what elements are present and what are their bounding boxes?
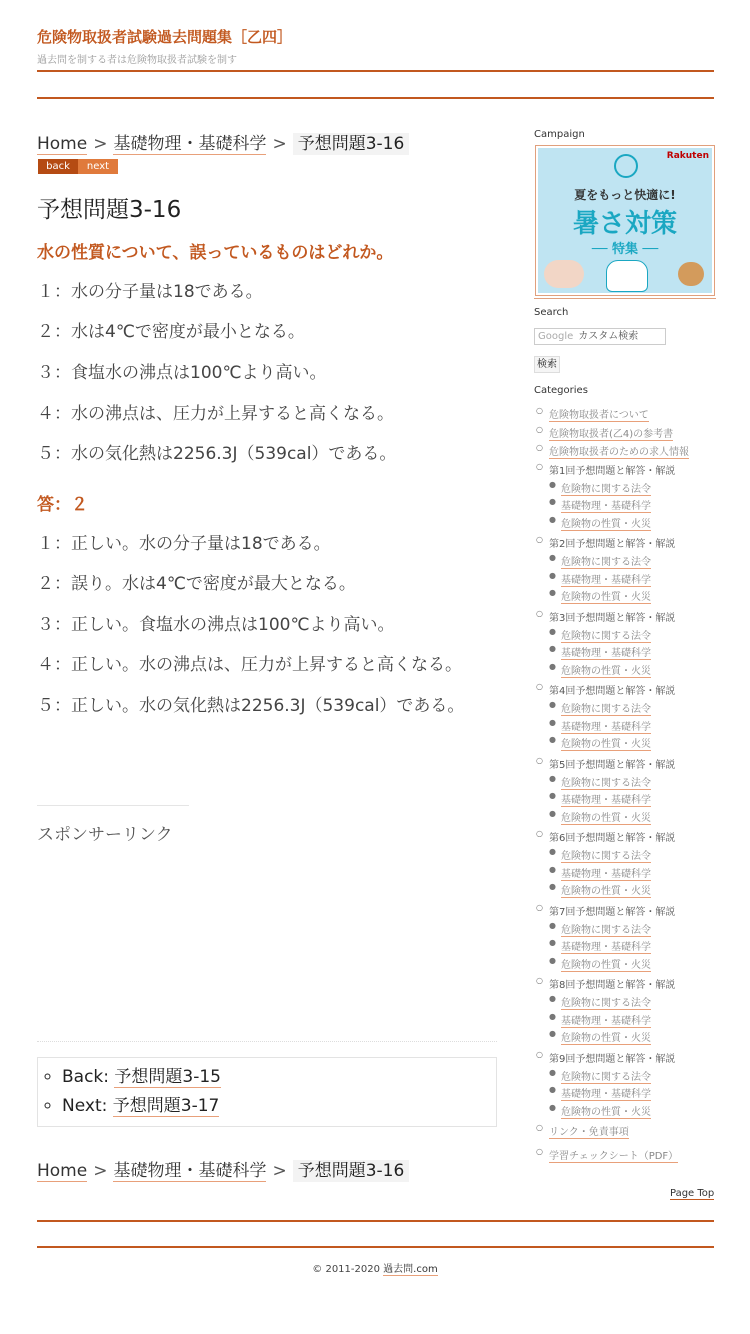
breadcrumb-separator: > xyxy=(93,1161,108,1181)
subcategory-label[interactable]: 基礎物理・基礎科学 xyxy=(561,648,651,659)
bullet-icon: ● xyxy=(549,774,556,783)
breadcrumb-separator: > xyxy=(272,134,287,154)
question-text: 水の性質について、誤っているものはどれか。 xyxy=(37,243,394,263)
search-input[interactable] xyxy=(534,328,666,345)
sponsor-label: スポンサーリンク xyxy=(37,825,173,845)
breadcrumb-home-link[interactable]: Home xyxy=(37,134,88,154)
footer xyxy=(0,1260,750,1275)
bullet-icon: ● xyxy=(549,791,556,800)
subcategory-link xyxy=(549,882,651,897)
bullet-icon: ● xyxy=(549,497,556,506)
subcategory-link xyxy=(549,809,651,824)
subcategory-link xyxy=(549,774,651,789)
search-placeholder: カスタム検索 xyxy=(578,331,639,342)
subcategory-link xyxy=(549,1103,651,1118)
category-label: 第1回予想問題と解答・解説 xyxy=(549,466,676,477)
category-label: 第7回予想問題と解答・解説 xyxy=(549,907,676,918)
subcategory-label[interactable]: 危険物に関する法令 xyxy=(561,925,651,936)
prev-post-link[interactable]: 予想問題3-15 xyxy=(114,1067,221,1087)
category-label: 第4回予想問題と解答・解説 xyxy=(549,686,676,697)
category-link xyxy=(536,1147,679,1162)
explanation-1: １：正しい。水の分子量は18である。 xyxy=(37,534,331,554)
subcategory-link xyxy=(549,1085,651,1100)
choice-4: ４：水の沸点は、圧力が上昇すると高くなる。 xyxy=(37,404,394,424)
subcategory-label[interactable]: 危険物に関する法令 xyxy=(561,484,651,495)
subcategory-label[interactable]: 基礎物理・基礎科学 xyxy=(561,942,651,953)
subcategory-label[interactable]: 危険物に関する法令 xyxy=(561,778,651,789)
google-logo: Google xyxy=(538,331,574,342)
footer-divider-top xyxy=(37,1220,714,1222)
subcategory-link xyxy=(549,1029,651,1044)
bullet-icon: ○ xyxy=(536,443,543,452)
bullet-icon: ○ xyxy=(536,829,543,838)
category-group xyxy=(536,1050,676,1065)
choice-2: ２：水は4℃で密度が最小となる。 xyxy=(37,322,305,342)
bullet-icon: ● xyxy=(549,938,556,947)
subcategory-label[interactable]: 基礎物理・基礎科学 xyxy=(561,869,651,880)
bullet-icon: ○ xyxy=(536,903,543,912)
back-button[interactable]: back xyxy=(38,159,78,174)
subcategory-link xyxy=(549,994,651,1009)
search-heading: Search xyxy=(534,307,569,318)
subcategory-link xyxy=(549,938,651,953)
bullet-icon: ● xyxy=(549,956,556,965)
breadcrumb-current: 予想問題3-16 xyxy=(293,133,410,155)
subcategory-link xyxy=(549,644,651,659)
breadcrumb-bottom xyxy=(37,1156,409,1181)
campaign-banner[interactable] xyxy=(535,145,715,296)
subcategory-link xyxy=(549,627,651,642)
next-post-link[interactable]: 予想問題3-17 xyxy=(112,1096,220,1116)
bullet-icon: ○ xyxy=(536,1123,543,1132)
subcategory-label[interactable]: 危険物に関する法令 xyxy=(561,704,651,715)
explanation-2: ２：誤り。水は4℃で密度が最大となる。 xyxy=(37,574,356,594)
categories-heading: Categories xyxy=(534,385,588,396)
subcategory-link xyxy=(549,480,651,495)
explanation-4: ４：正しい。水の沸点は、圧力が上昇すると高くなる。 xyxy=(37,655,462,675)
bullet-icon: ● xyxy=(549,588,556,597)
banner-title: 暑さ対策 xyxy=(572,209,677,239)
bullet-icon: ● xyxy=(549,662,556,671)
category-group xyxy=(536,829,676,844)
polar-bear-icon xyxy=(606,260,648,292)
subcategory-label[interactable]: 危険物に関する法令 xyxy=(561,1072,651,1083)
category-label[interactable]: リンク・免責事項 xyxy=(549,1127,629,1138)
subcategory-label[interactable]: 危険物に関する法令 xyxy=(561,557,651,568)
dog-image xyxy=(678,262,704,286)
subcategory-label[interactable]: 基礎物理・基礎科学 xyxy=(561,795,651,806)
bullet-icon: ● xyxy=(549,1012,556,1021)
breadcrumb-category-link[interactable]: 基礎物理・基礎科学 xyxy=(113,134,267,154)
subcategory-label[interactable]: 基礎物理・基礎科学 xyxy=(561,1089,651,1100)
choice-3: ３：食塩水の沸点は100℃より高い。 xyxy=(37,363,327,383)
subcategory-label[interactable]: 危険物の性質・火災 xyxy=(561,519,651,530)
sun-icon xyxy=(614,154,638,178)
choice-1: １：水の分子量は18である。 xyxy=(37,282,263,302)
bullet-icon: ○ xyxy=(536,1050,543,1059)
breadcrumb-current: 予想問題3-16 xyxy=(293,1160,410,1182)
bullet-icon: ● xyxy=(549,809,556,818)
category-label: 第8回予想問題と解答・解説 xyxy=(549,980,676,991)
breadcrumb-separator: > xyxy=(272,1161,287,1181)
category-label[interactable]: 危険物取扱者について xyxy=(549,410,649,421)
subcategory-label[interactable]: 基礎物理・基礎科学 xyxy=(561,575,651,586)
bullet-icon: ● xyxy=(549,735,556,744)
category-link xyxy=(536,425,674,440)
footer-site-link[interactable]: 過去問.com xyxy=(383,1264,438,1275)
answer-text: 答：２ xyxy=(37,495,88,515)
subcategory-link xyxy=(549,921,651,936)
category-link xyxy=(536,406,649,421)
bullet-icon: ○ xyxy=(536,406,543,415)
category-label[interactable]: 危険物取扱者(乙4)の参考書 xyxy=(549,429,674,440)
subcategory-link xyxy=(549,735,651,750)
subcategory-label[interactable]: 基礎物理・基礎科学 xyxy=(561,722,651,733)
nav-divider xyxy=(37,97,714,99)
subcategory-label[interactable]: 基礎物理・基礎科学 xyxy=(561,1016,651,1027)
subcategory-label[interactable]: 危険物に関する法令 xyxy=(561,998,651,1009)
subcategory-label[interactable]: 危険物に関する法令 xyxy=(561,851,651,862)
subcategory-label[interactable]: 危険物の性質・火災 xyxy=(561,592,651,603)
bullet-icon: ● xyxy=(549,865,556,874)
explanation-5: ５：正しい。水の気化熱は2256.3J（539cal）である。 xyxy=(37,696,465,716)
category-group xyxy=(536,682,676,697)
choice-5: ５：水の気化熱は2256.3J（539cal）である。 xyxy=(37,444,397,464)
next-post-label: Next: xyxy=(62,1096,108,1116)
subcategory-label[interactable]: 危険物の性質・火災 xyxy=(561,813,651,824)
bullet-icon: ○ xyxy=(536,976,543,985)
category-label: 第3回予想問題と解答・解説 xyxy=(549,613,676,624)
bullet-icon: ● xyxy=(549,1103,556,1112)
bullet-icon: ● xyxy=(549,921,556,930)
bullet-icon: ● xyxy=(549,718,556,727)
subcategory-link xyxy=(549,571,651,586)
prev-post-label: Back: xyxy=(62,1067,109,1087)
bullet-icon: ● xyxy=(549,700,556,709)
bullet-icon: ○ xyxy=(536,462,543,471)
bullet-icon: ● xyxy=(549,1085,556,1094)
bullet-icon: ● xyxy=(549,1029,556,1038)
subcategory-link xyxy=(549,662,651,677)
breadcrumb-home-link[interactable]: Home xyxy=(37,1161,88,1181)
subcategory-label[interactable]: 危険物の性質・火災 xyxy=(561,739,651,750)
subcategory-label[interactable]: 危険物の性質・火災 xyxy=(561,666,651,677)
category-link xyxy=(536,443,689,458)
category-label: 第2回予想問題と解答・解説 xyxy=(549,539,676,550)
breadcrumb-separator: > xyxy=(93,134,108,154)
copyright-text: © 2011-2020 xyxy=(312,1264,380,1275)
bullet-icon: ○ xyxy=(536,609,543,618)
campaign-divider xyxy=(534,298,716,299)
subcategory-link xyxy=(549,515,651,530)
bullet-icon: ○ xyxy=(536,682,543,691)
subcategory-link xyxy=(549,588,651,603)
bullet-icon: ○ xyxy=(536,425,543,434)
next-button[interactable]: next xyxy=(78,159,118,174)
category-group xyxy=(536,609,676,624)
category-link xyxy=(536,1123,629,1138)
footer-divider-bottom xyxy=(37,1246,714,1248)
subcategory-link xyxy=(549,956,651,971)
category-label: 第9回予想問題と解答・解説 xyxy=(549,1054,676,1065)
subcategory-label[interactable]: 危険物の性質・火災 xyxy=(561,960,651,971)
subcategory-label[interactable]: 危険物の性質・火災 xyxy=(561,1107,651,1118)
bullet-icon: ● xyxy=(549,882,556,891)
site-title[interactable]: 危険物取扱者試験過去問題集［乙四］ xyxy=(37,28,293,46)
bullet-icon: ● xyxy=(549,480,556,489)
bullet-icon: ● xyxy=(549,571,556,580)
category-group xyxy=(536,903,676,918)
post-nav-buttons xyxy=(38,159,118,174)
subcategory-link xyxy=(549,497,651,512)
bullet-icon: ● xyxy=(549,644,556,653)
category-label: 第6回予想問題と解答・解説 xyxy=(549,833,676,844)
subcategory-link xyxy=(549,1068,651,1083)
bullet-icon: ● xyxy=(549,515,556,524)
header-divider xyxy=(37,70,714,72)
bullet-icon: ● xyxy=(549,994,556,1003)
subcategory-link xyxy=(549,847,651,862)
site-description: 過去問を制する者は危険物取扱者試験を制す xyxy=(37,55,237,66)
explanation-3: ３：正しい。食塩水の沸点は100℃より高い。 xyxy=(37,615,395,635)
sponsor-divider xyxy=(37,805,189,806)
banner-feature-label: ── 特集 ── xyxy=(591,242,659,257)
page-title: 予想問題3-16 xyxy=(37,197,182,223)
subcategory-link xyxy=(549,553,651,568)
ad-area-divider xyxy=(37,1041,497,1042)
rakuten-logo: Rakuten xyxy=(666,151,709,161)
bullet-icon: ○ xyxy=(536,756,543,765)
campaign-heading: Campaign xyxy=(534,129,585,140)
breadcrumb-category-link[interactable]: 基礎物理・基礎科学 xyxy=(113,1161,267,1181)
banner-subtitle: 夏をもっと快適に! xyxy=(574,188,676,202)
bullet-icon: ● xyxy=(549,627,556,636)
subcategory-link xyxy=(549,1012,651,1027)
prev-post-item xyxy=(62,1063,496,1092)
category-label: 第5回予想問題と解答・解説 xyxy=(549,760,676,771)
woman-image xyxy=(544,260,584,288)
bullet-icon: ● xyxy=(549,847,556,856)
breadcrumb xyxy=(37,129,409,154)
bullet-icon: ○ xyxy=(536,535,543,544)
subcategory-link xyxy=(549,791,651,806)
next-post-item xyxy=(62,1092,496,1121)
category-label[interactable]: 危険物取扱者のための求人情報 xyxy=(549,447,689,458)
category-group xyxy=(536,976,676,991)
subcategory-label[interactable]: 危険物に関する法令 xyxy=(561,631,651,642)
subcategory-label[interactable]: 危険物の性質・火災 xyxy=(561,886,651,897)
subcategory-label[interactable]: 基礎物理・基礎科学 xyxy=(561,501,651,512)
bullet-icon: ● xyxy=(549,553,556,562)
subcategory-label[interactable]: 危険物の性質・火災 xyxy=(561,1033,651,1044)
category-group xyxy=(536,462,676,477)
subcategory-link xyxy=(549,865,651,880)
category-group xyxy=(536,756,676,771)
subcategory-link xyxy=(549,700,651,715)
category-group xyxy=(536,535,676,550)
search-button[interactable]: 検索 xyxy=(534,356,560,373)
category-label[interactable]: 学習チェックシート（PDF） xyxy=(549,1151,679,1162)
subcategory-link xyxy=(549,718,651,733)
bullet-icon: ○ xyxy=(536,1147,543,1156)
bullet-icon: ● xyxy=(549,1068,556,1077)
prev-next-box xyxy=(37,1057,497,1127)
page-top-link[interactable]: Page Top xyxy=(670,1188,715,1199)
